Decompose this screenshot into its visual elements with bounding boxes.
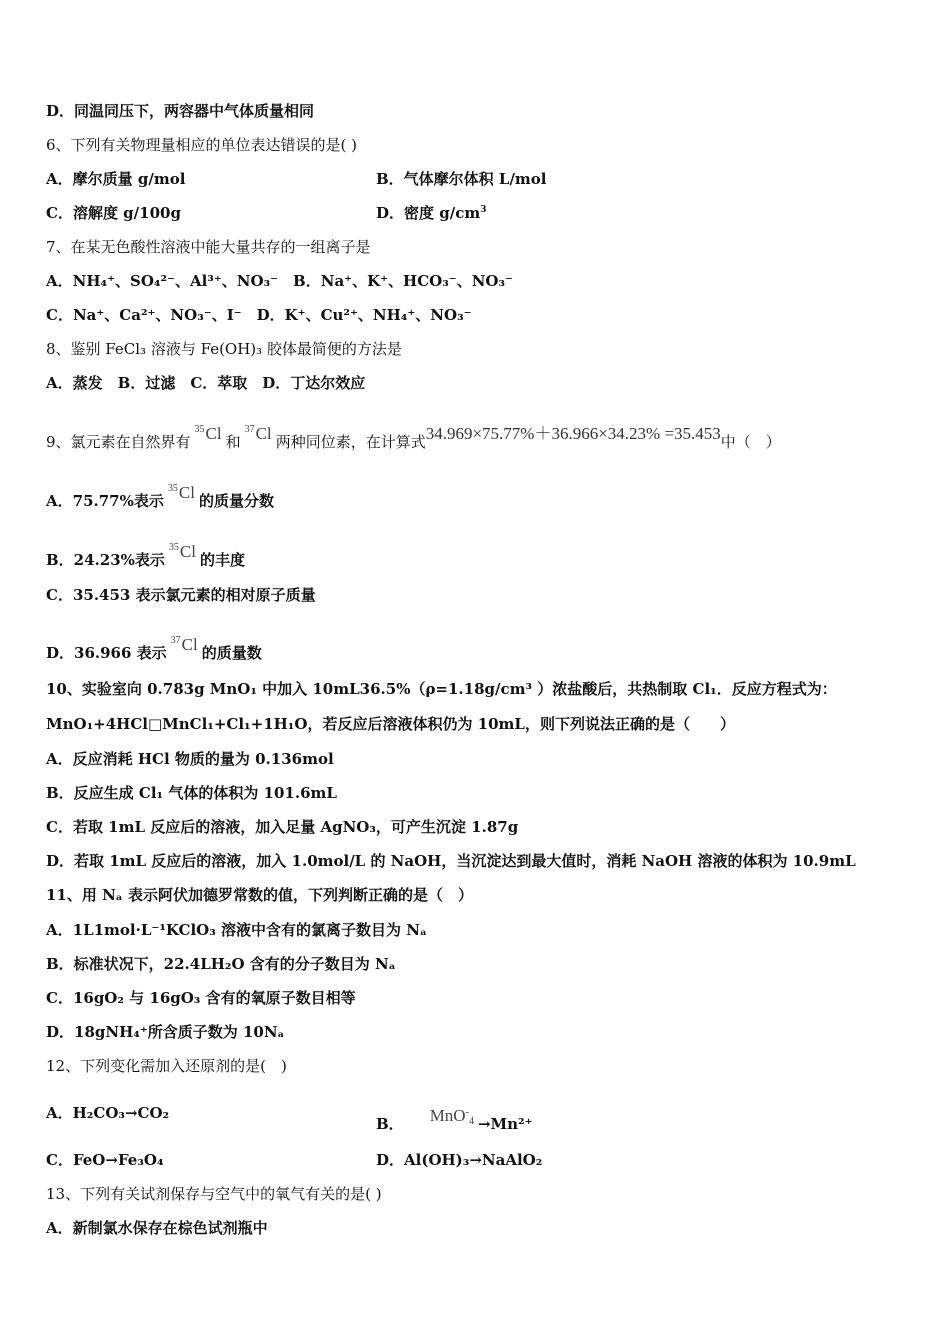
q9-option-d: D．36.966 表示$^{37}$Cl 的质量数 [46,631,262,663]
q9-option-b: B．24.23%表示$^{35}$Cl 的丰度 [46,538,245,570]
q12-options-cd [46,1150,926,1170]
q6-option-a: A．摩尔质量 g/mol [46,170,186,188]
permanganate-ion-symbol: MnO-4 [429,1106,474,1127]
cl37-isotope-symbol: $^{37}$Cl [244,424,272,443]
q12-option-a: A．H₂CO₃→CO₂ [46,1104,170,1122]
q9-option-a: A．75.77%表示$^{35}$Cl 的质量分数 [46,479,274,511]
cl35-isotope-symbol: $^{35}$Cl [168,542,196,561]
q12-options-ab [46,1103,926,1133]
q6-options-ab [46,169,926,189]
q10-option-d: D．若取 1mL 反应后的溶液，加入 1.0mol/L 的 NaOH，当沉淀达到最大值时，消耗 NaOH 溶液的体积为 10.9mL [46,852,856,870]
q11-option-a: A．1L1mol·L⁻¹KClO₃ 溶液中含有的氯离子数目为 Nₐ [46,921,427,939]
q9-formula: 34.969×75.77%＋36.966×34.23% =35.453 [425,424,721,443]
q10-option-a: A．反应消耗 HCl 物质的量为 0.136mol [46,750,334,768]
q12-option-c: C．FeO→Fe₃O₄ [46,1151,164,1169]
q7-stem: 7、在某无色酸性溶液中能大量共存的一组离子是 [46,238,371,256]
q9-option-c: C．35.453 表示氯元素的相对原子质量 [46,586,316,604]
q6-options-cd [46,203,926,223]
q6-option-d: D．密度 $g/cm^3$ [376,204,487,222]
q12-option-b: B． MnO-4 →Mn²⁺ [376,1103,533,1134]
q12-option-d: D．Al(OH)₃→NaAlO₂ [376,1151,543,1169]
q9-stem: 9、氯元素在自然界有$^{35}$Cl 和$^{37}$Cl 两种同位素，在计算式34.969×75.77%＋36.966×34.23% =35.453中（ ） [46,420,781,452]
q11-option-c: C．16gO₂ 与 16gO₃ 含有的氧原子数目相等 [46,989,356,1007]
q10-stem-line2: MnO₁+4HCl⁠□MnCl₁+Cl₁+1H₁O，若反应后溶液体积仍为 10mL，则下列说法正确的是（ ） [46,715,735,733]
q11-option-b: B．标准状况下，22.4LH₂O 含有的分子数目为 Nₐ [46,955,396,973]
q13-option-a: A．新制氯水保存在棕色试剂瓶中 [46,1219,268,1237]
q10-option-b: B．反应生成 Cl₁ 气体的体积为 101.6mL [46,784,337,802]
q11-option-d: D．18gNH₄⁺所含质子数为 10Nₐ [46,1023,285,1041]
q7-options-cd: C．Na⁺、Ca²⁺、NO₃⁻、I⁻ D．K⁺、Cu²⁺、NH₄⁺、NO₃⁻ [46,306,472,324]
q6-option-c: C．溶解度 g/100g [46,204,181,222]
cl35-isotope-symbol: $^{35}$Cl [167,483,195,502]
q6-option-b: B．气体摩尔体积 L/mol [376,170,547,188]
cl35-isotope-symbol: $^{35}$Cl [194,424,222,443]
q11-stem: 11、用 Nₐ 表示阿伏加德罗常数的值，下列判断正确的是（ ） [46,886,474,904]
q12-stem: 12、下列变化需加入还原剂的是( ) [46,1057,287,1075]
cl37-isotope-symbol: $^{37}$Cl [170,635,198,654]
q5-option-d: D．同温同压下，两容器中气体质量相同 [46,102,315,120]
q7-options-ab: A．NH₄⁺、SO₄²⁻、Al³⁺、NO₃⁻ B．Na⁺、K⁺、HCO₃⁻、NO₃⁻ [46,272,513,290]
q6-stem: 6、下列有关物理量相应的单位表达错误的是( ) [46,136,358,154]
q10-option-c: C．若取 1mL 反应后的溶液，加入足量 AgNO₃，可产生沉淀 1.87g [46,818,519,836]
q10-stem-line1: 10、实验室向 0.783g MnO₁ 中加入 10mL36.5%（ρ=1.18g/cm³ ）浓盐酸后，共热制取 Cl₁．反应方程式为： [46,680,837,698]
q13-stem: 13、下列有关试剂保存与空气中的氧气有关的是( ) [46,1185,382,1203]
q8-stem: 8、鉴别 FeCl₃ 溶液与 Fe(OH)₃ 胶体最简便的方法是 [46,340,402,358]
q8-options: A．蒸发 B．过滤 C．萃取 D．丁达尔效应 [46,374,366,392]
